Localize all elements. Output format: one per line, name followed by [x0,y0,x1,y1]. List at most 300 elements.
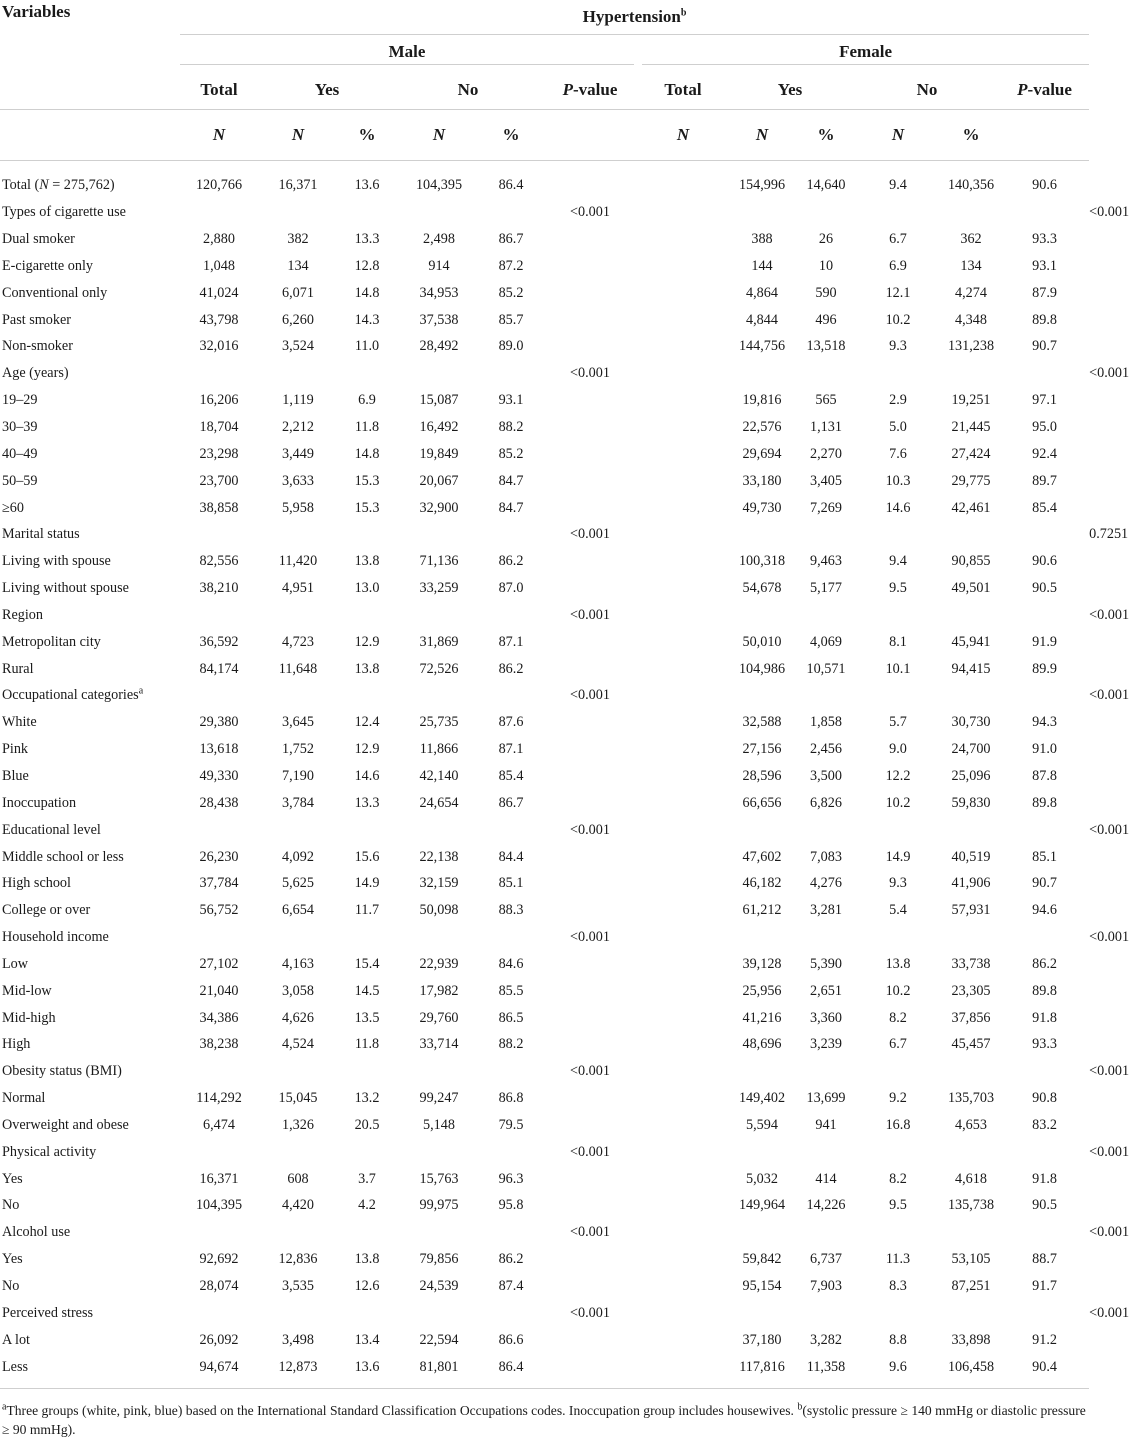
p-value-cell [540,897,640,924]
table-cell: 3,524 [282,338,314,355]
row-label: Occupational categories$^a$ [2,685,144,704]
gap-cell [640,656,726,683]
row-label: Inoccupation [2,794,77,811]
table-cell: 9.5 [889,580,907,597]
table-cell: 2,651 [810,982,842,999]
male-header: Male [180,34,640,72]
table-cell: 9.3 [889,875,907,892]
table-cell: 10.2 [885,982,911,999]
table-cell [396,521,482,548]
table-cell: 3,449 [282,445,314,462]
row-label: Yes [2,1251,23,1268]
table-cell: 28,074 [199,1278,239,1295]
gap-cell [640,924,726,951]
table-cell: 3,535 [282,1278,314,1295]
table-cell: 23,305 [951,982,991,999]
gap-cell [640,1085,726,1112]
header-row-1 [0,0,1089,34]
row-label: A lot [2,1331,30,1348]
table-cell [482,817,540,844]
p-value-cell [540,441,640,468]
table-cell [258,924,338,951]
table-cell: 12.1 [885,284,911,301]
table-cell: 9.5 [889,1197,907,1214]
gap-cell [640,1166,726,1193]
table-cell: 87.2 [498,257,524,274]
gap-cell [640,226,726,253]
table-cell: 5,594 [746,1116,778,1133]
table-cell: 84.4 [498,848,524,865]
table-row [0,253,1089,280]
gap-cell [640,736,726,763]
table-cell: 3,498 [282,1331,314,1348]
table-row [0,160,1089,199]
p-value-cell [540,1354,640,1389]
table-cell: 50,010 [742,633,782,650]
table-cell: 6,737 [810,1251,842,1268]
table-cell: 99,975 [419,1197,459,1214]
table-cell: 11.0 [354,338,380,355]
gap-cell [640,387,726,414]
table-cell: 20.5 [354,1116,380,1133]
table-cell: 53,105 [951,1251,991,1268]
table-cell: 11.8 [354,1036,380,1053]
table-cell: 14.8 [354,284,380,301]
table-cell: 42,140 [419,767,459,784]
table-cell [338,602,396,629]
table-cell: 9.4 [889,553,907,570]
table-cell: 88.3 [498,902,524,919]
table-cell: 29,380 [199,714,239,731]
table-cell: 5,032 [746,1170,778,1187]
row-label: Perceived stress [2,1304,94,1321]
row-label: No [2,1197,20,1214]
table-cell: 84.7 [498,499,524,516]
table-cell: 86.2 [1032,955,1057,972]
table-cell: 79,856 [419,1251,459,1268]
table-cell: 3,281 [810,902,842,919]
table-cell [396,1219,482,1246]
row-label: ≥60 [2,499,24,516]
table-cell [1000,521,1089,548]
table-cell: 104,395 [195,1197,243,1214]
table-cell [396,817,482,844]
table-cell [854,360,942,387]
table-cell: 32,159 [419,875,459,892]
gap-cell [640,1193,726,1220]
table-cell: 89.7 [1032,472,1057,489]
table-cell: 13,699 [806,1090,846,1107]
table-cell [854,1219,942,1246]
table-cell: 85.2 [498,284,524,301]
header-row-2 [0,34,1089,72]
gap-cell [640,521,726,548]
table-cell: 33,259 [419,580,459,597]
variables-header: Variables [2,2,71,21]
table-row [0,1085,1089,1112]
table-cell: 34,953 [419,284,459,301]
table-cell: 91.7 [1032,1278,1057,1295]
p-value-cell [540,656,640,683]
gap-cell [640,360,726,387]
p-value-cell: <0.001 [570,365,610,382]
table-cell: 89.0 [498,338,524,355]
table-cell: 106,458 [942,1354,1000,1389]
gap-cell [640,495,726,522]
table-cell: 5,625 [282,875,314,892]
p-value-cell [540,387,640,414]
table-body [0,160,1129,1389]
table-cell [854,924,942,951]
table-cell: 28,438 [199,794,239,811]
table-cell: 3.7 [358,1170,376,1187]
p-value-cell [540,334,640,361]
table-row: Household income <0.001 <0.001 [0,924,1089,951]
table-cell: 91.2 [1032,1331,1057,1348]
table-cell: 14.9 [354,875,380,892]
table-cell: 79.5 [498,1116,524,1133]
table-cell: 140,356 [947,177,995,194]
n-header: N [854,109,942,160]
row-label: Physical activity [2,1143,97,1160]
p-value-cell [540,951,640,978]
table-cell: 117,816 [726,1354,798,1389]
table-cell: 89.8 [1032,794,1057,811]
table-cell [726,1219,798,1246]
table-cell [180,360,258,387]
table-cell: 3,633 [282,472,314,489]
table-cell: 95,154 [742,1278,782,1295]
table-cell [726,817,798,844]
table-cell [726,1058,798,1085]
table-cell: 25,096 [951,767,991,784]
table-cell: 13.6 [354,177,380,194]
table-cell: 12.6 [354,1278,380,1295]
table-cell: 89.8 [1032,311,1057,328]
table-cell [338,1219,396,1246]
table-cell [942,1219,1000,1246]
table-cell [338,521,396,548]
table-cell: 10,571 [806,660,846,677]
table-cell: 4,524 [282,1036,314,1053]
table-cell: 87.4 [498,1278,524,1295]
table-cell: 86.2 [498,553,524,570]
gap-cell [640,1005,726,1032]
row-label: 19–29 [2,392,38,409]
table-cell: 3,058 [282,982,314,999]
table-cell: 6.9 [358,392,376,409]
table-cell: 5.7 [889,714,907,731]
row-label: Total (N = 275,762) [2,177,115,194]
table-cell: 13,518 [806,338,846,355]
female-yes-header: Yes [777,80,803,99]
table-cell: 4,348 [955,311,987,328]
table-cell: 2,212 [282,419,314,436]
table-cell: 37,538 [419,311,459,328]
table-cell [1000,602,1089,629]
table-row [0,548,1089,575]
table-cell [338,1300,396,1327]
table-row [0,951,1089,978]
table-cell: 1,119 [282,392,314,409]
table-cell: 8.2 [889,1170,907,1187]
gap-cell [640,334,726,361]
table-cell: 9.6 [854,1354,942,1389]
gap-cell [640,1300,726,1327]
p-value-cell [540,1327,640,1354]
table-cell: 12.9 [354,633,380,650]
table-cell: 5.0 [889,419,907,436]
table-cell: 48,696 [742,1036,782,1053]
table-cell: 23,298 [199,445,239,462]
table-cell: 31,869 [419,633,459,650]
row-label: Living without spouse [2,580,129,597]
table-cell: 49,501 [951,580,991,597]
table-cell: 26 [818,231,834,248]
table-cell [726,360,798,387]
table-cell: 43,798 [199,311,239,328]
table-cell: 135,738 [947,1197,995,1214]
table-cell: 87.1 [498,741,524,758]
table-cell [258,817,338,844]
table-cell: 154,996 [738,177,786,194]
table-cell [854,817,942,844]
row-label: White [2,714,37,731]
p-value-cell [540,1273,640,1300]
p-value-cell [540,763,640,790]
table-cell: 114,292 [196,1090,242,1107]
table-cell: 5.4 [889,902,907,919]
table-cell: 2,880 [203,231,235,248]
row-label: Past smoker [2,311,71,328]
table-cell: 12.4 [354,714,380,731]
table-cell [396,602,482,629]
table-cell: 28,596 [742,767,782,784]
table-cell: 88.7 [1032,1251,1057,1268]
table-cell: 24,700 [951,741,991,758]
gap-cell [640,978,726,1005]
gap-cell [640,790,726,817]
table-cell: 13.3 [354,231,380,248]
table-cell: 2.9 [889,392,907,409]
table-cell: 4,420 [282,1197,314,1214]
row-label: Non-smoker [2,338,73,355]
table-cell: 33,738 [951,955,991,972]
table-cell [942,521,1000,548]
table-cell: 27,424 [951,445,991,462]
gap-cell [640,441,726,468]
table-cell: 45,941 [951,633,991,650]
table-cell: 100,318 [738,553,786,570]
table-cell [1000,199,1089,226]
table-cell: 414 [815,1170,837,1187]
table-cell: 22,138 [419,848,459,865]
table-cell: 104,986 [738,660,786,677]
table-cell: 24,654 [419,794,459,811]
table-row [0,495,1089,522]
table-cell: 9.0 [889,741,907,758]
table-cell: 96.3 [498,1170,524,1187]
gap-cell [640,1273,726,1300]
table-cell: 34,386 [199,1009,239,1026]
gap-cell [640,307,726,334]
table-cell: 94,415 [951,660,991,677]
table-cell: 14.6 [885,499,911,516]
table-cell [854,1058,942,1085]
gap-cell [640,1246,726,1273]
table-cell: 41,906 [951,875,991,892]
table-row [0,441,1089,468]
table-cell: 94.6 [1032,902,1057,919]
table-cell: 42,461 [951,499,991,516]
table-cell: 28,492 [419,338,459,355]
table-cell: 5,958 [282,499,314,516]
table-cell: 6,260 [282,311,314,328]
table-cell: 89.9 [1032,660,1057,677]
table-cell: 13.8 [885,955,911,972]
table-cell: 92.4 [1032,445,1057,462]
table-cell [854,1300,942,1327]
gap-cell [640,253,726,280]
table-cell: 13.8 [354,1251,380,1268]
table-row [0,414,1089,441]
table-cell [798,1219,854,1246]
table-cell: 12,836 [278,1251,318,1268]
p-value-cell: <0.001 [570,204,610,221]
table-cell [854,602,942,629]
table-cell: 18,704 [199,419,239,436]
p-value-cell [540,978,640,1005]
table-cell [396,1300,482,1327]
table-cell: 90.8 [1032,1090,1057,1107]
table-cell: 86.2 [498,1251,524,1268]
table-cell: 40,519 [951,848,991,865]
table-cell: 94,674 [180,1354,258,1389]
p-value-cell: <0.001 [570,1143,610,1160]
n-header: N [396,109,482,160]
table-cell: 86.7 [498,794,524,811]
table-cell: 13.2 [354,1090,380,1107]
table-cell: 20,067 [419,472,459,489]
table-cell [396,924,482,951]
table-cell: 13.8 [354,660,380,677]
table-cell: 87.9 [1032,284,1057,301]
table-cell [726,199,798,226]
table-cell: 84.7 [498,472,524,489]
gap-cell [640,817,726,844]
table-cell: 91.8 [1032,1009,1057,1026]
table-row: Perceived stress <0.001 <0.001 [0,1300,1089,1327]
table-row: Types of cigarette use <0.001 <0.001 [0,199,1089,226]
table-cell: 49,330 [199,767,239,784]
pct-header: % [942,109,1000,160]
table-row [0,790,1089,817]
row-label: Region [2,606,43,623]
table-row [0,1273,1089,1300]
gap-cell [640,1032,726,1059]
table-cell: 83.2 [1032,1116,1057,1133]
row-label: Educational level [2,821,101,838]
table-cell: 10 [818,257,834,274]
gap-cell [640,1058,726,1085]
table-cell: 17,982 [419,982,459,999]
table-cell: 45,457 [951,1036,991,1053]
table-cell [180,602,258,629]
table-cell [482,683,540,710]
p-value-cell [540,307,640,334]
table-cell: 149,402 [738,1090,786,1107]
table-cell: 95.0 [1032,419,1057,436]
table-cell: 86.4 [482,1354,540,1389]
row-label: Blue [2,767,29,784]
table-cell: 13.6 [338,1354,396,1389]
table-cell: 8.2 [889,1009,907,1026]
row-label: 40–49 [2,445,38,462]
table-cell [482,360,540,387]
p-value-cell [540,870,640,897]
table-cell [258,199,338,226]
table-cell: 36,592 [199,633,239,650]
row-label: Obesity status (BMI) [2,1063,122,1080]
table-row [0,978,1089,1005]
table-row [0,1166,1089,1193]
table-row: Physical activity <0.001 <0.001 [0,1139,1089,1166]
table-cell: 85.4 [1032,499,1057,516]
table-row: Obesity status (BMI) <0.001 <0.001 [0,1058,1089,1085]
table-cell: 99,247 [419,1090,459,1107]
table-cell: 12.2 [885,767,911,784]
gap-cell [640,602,726,629]
table-cell: 14.6 [354,767,380,784]
table-cell [942,199,1000,226]
table-cell [798,521,854,548]
table-cell: 41,216 [742,1009,782,1026]
table-cell: 26,230 [199,848,239,865]
gap-cell [640,763,726,790]
table-row [0,1327,1089,1354]
row-label: High school [2,875,71,892]
p-value-cell [540,280,640,307]
table-cell: 11.7 [354,902,380,919]
table-cell: 4,723 [282,633,314,650]
table-cell [798,199,854,226]
table-cell: 388 [751,231,773,248]
p-value-cell: <0.001 [570,526,610,543]
table-cell: 88.2 [498,1036,524,1053]
table-cell: 87.1 [498,633,524,650]
row-label: 50–59 [2,472,38,489]
table-cell [180,1300,258,1327]
table-cell: 87.0 [498,580,524,597]
table-cell: 3,239 [810,1036,842,1053]
table-cell: 15,763 [419,1170,459,1187]
table-cell: 27,156 [742,741,782,758]
table-cell: 87,251 [951,1278,991,1295]
table-cell [798,817,854,844]
header-row-4 [0,109,1089,160]
male-yes-header: Yes [314,80,340,99]
pct-header: % [338,109,396,160]
table-cell [854,199,942,226]
row-label: Normal [2,1090,46,1107]
table-cell: 23,700 [199,472,239,489]
table-cell: 29,775 [951,472,991,489]
table-cell: 12.8 [354,257,380,274]
gap-cell [640,844,726,871]
row-label: E-cigarette only [2,257,93,274]
table-cell [258,683,338,710]
table-cell [180,924,258,951]
